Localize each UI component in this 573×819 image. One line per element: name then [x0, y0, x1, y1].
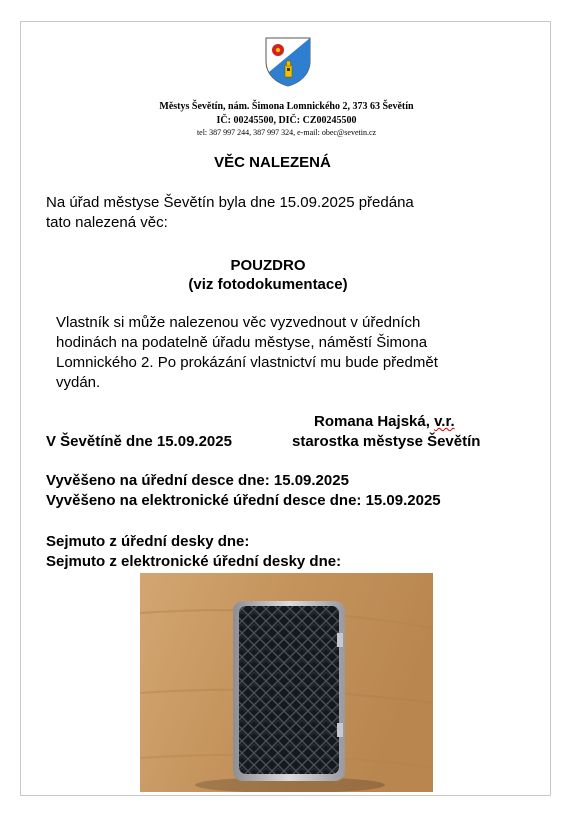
header-ids: IČ: 00245500, DIČ: CZ00245500: [216, 115, 357, 126]
header-contacts: tel: 387 997 244, 387 997 324, e-mail: obec@sevetin.cz: [196, 128, 377, 137]
signatory-role: starostka městyse Ševětín: [292, 433, 481, 450]
coat-of-arms-icon: [262, 35, 314, 87]
signatory-suffix: v.r.: [434, 413, 455, 430]
removed-board: Sejmuto z úřední desky dne:: [46, 533, 250, 550]
item-name: POUZDRO: [230, 257, 306, 274]
signatory-name-text: Romana Hajská,: [314, 413, 430, 430]
body-line-1: Vlastník si může nalezenou věc vyzvednout v úředních: [56, 314, 421, 331]
intro-line-2: tato nalezená věc:: [46, 214, 168, 231]
intro-line-1: Na úřad městyse Ševětín byla dne 15.09.2025 předána: [46, 194, 414, 211]
document-title: VĚC NALEZENÁ: [214, 154, 331, 171]
found-case-photo: [140, 573, 433, 792]
place-date: V Ševětíně dne 15.09.2025: [46, 433, 232, 450]
posted-eboard: Vyvěšeno na elektronické úřední desce dne: 15.09.2025: [46, 492, 441, 509]
body-line-3: Lomnického 2. Po prokázání vlastnictví mu bude předmět: [56, 354, 438, 371]
signatory-name: [314, 412, 455, 432]
posted-board: Vyvěšeno na úřední desce dne: 15.09.2025: [46, 472, 349, 489]
item-note: (viz fotodokumentace): [188, 276, 348, 293]
header-address: Městys Ševětín, nám. Šimona Lomnického 2, 373 63 Ševětín: [159, 101, 414, 112]
removed-eboard: Sejmuto z elektronické úřední desky dne:: [46, 553, 342, 570]
body-line-2: hodinách na podatelně úřadu městyse, náměstí Šimona: [56, 334, 428, 351]
body-line-4: vydán.: [56, 374, 101, 391]
